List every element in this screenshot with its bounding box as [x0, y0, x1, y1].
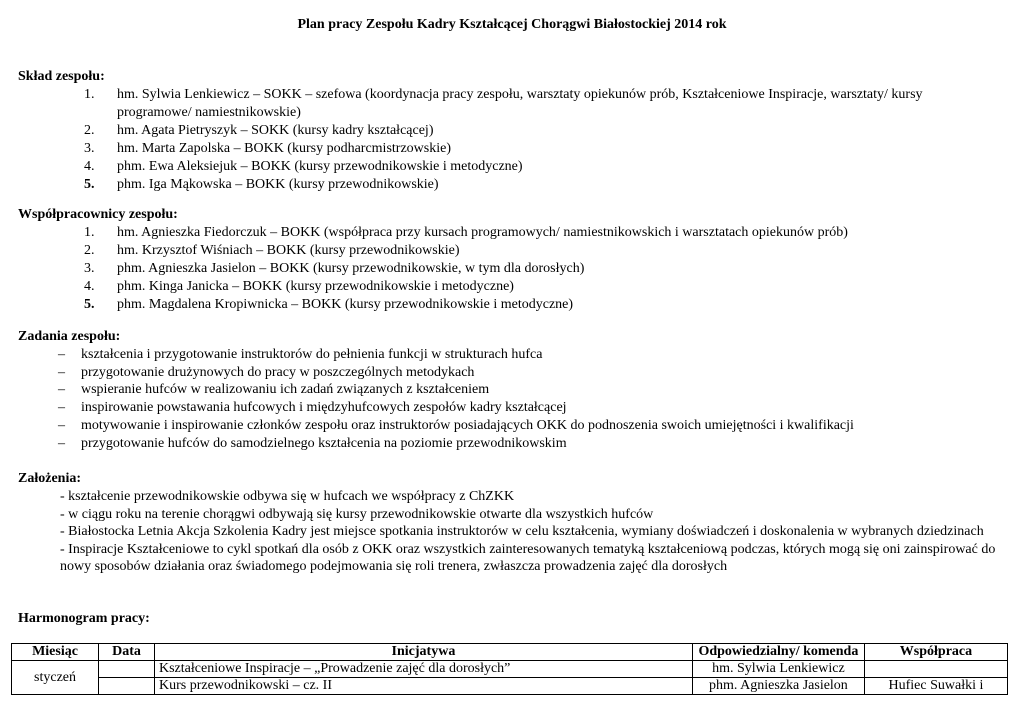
schedule-table	[11, 643, 1008, 695]
collaborators-section	[18, 206, 1008, 314]
table-row	[12, 661, 1008, 678]
schedule-section	[18, 610, 1008, 628]
list-item: 3. phm. Agnieszka Jasielon – BOKK (kursy przewodnikowskie, w tym dla dorosłych)	[84, 261, 585, 276]
team-tasks-heading: Zadania zespołu:	[18, 329, 121, 344]
date-cell	[99, 678, 155, 695]
list-item: – przygotowanie drużynowych do pracy w poszczególnych metodykach	[58, 364, 475, 380]
month-cell: styczeń	[12, 661, 99, 695]
list-item: 5. phm. Magdalena Kropiwnicka – BOKK (kursy przewodnikowskie i metodyczne)	[84, 297, 574, 312]
team-tasks-section	[18, 328, 1008, 452]
list-item: – motywowanie i inspirowanie członków zespołu oraz instruktorów posiadających OKK do podnoszenia swoich umiejętności i kwalifikacji	[58, 417, 854, 433]
date-cell	[99, 661, 155, 678]
initiative-cell: Kształceniowe Inspiracje – „Prowadzenie zajęć dla dorosłych”	[155, 661, 693, 678]
team-members-list	[18, 86, 1008, 194]
list-item: 2. hm. Agata Pietryszyk – SOKK (kursy kadry kształcącej)	[84, 123, 434, 138]
schedule-heading: Harmonogram pracy:	[18, 611, 150, 626]
list-item: – kształcenia i przygotowanie instruktorów do pełnienia funkcji w strukturach hufca	[58, 347, 543, 362]
responsible-cell: hm. Sylwia Lenkiewicz	[692, 661, 864, 678]
list-item: 4. phm. Ewa Aleksiejuk – BOKK (kursy przewodnikowskie i metodyczne)	[84, 159, 523, 174]
list-item: 2. hm. Krzysztof Wiśniach – BOKK (kursy przewodnikowskie)	[84, 243, 460, 258]
list-item: – przygotowanie hufców do samodzielnego kształcenia na poziomie przewodnikowskim	[58, 435, 567, 451]
list-item: – inspirowanie powstawania hufcowych i międzyhufcowych zespołów kadry kształcącej	[58, 400, 567, 416]
list-item: 3. hm. Marta Zapolska – BOKK (kursy podharcmistrzowskie)	[84, 141, 451, 156]
table-row	[12, 678, 1008, 695]
team-tasks-list	[18, 346, 1008, 452]
list-item: - Białostocka Letnia Akcja Szkolenia Kadry jest miejsce spotkania instruktorów w celu kształcenia, wymiany doświadczeń i doskonalenia w wybranych dziedzinach	[60, 524, 984, 539]
column-header-cooperation: Współpraca	[864, 644, 1007, 661]
cooperation-cell	[864, 661, 1007, 678]
responsible-cell: phm. Agnieszka Jasielon	[692, 678, 864, 695]
column-header-responsible: Odpowiedzialny/ komenda	[692, 644, 864, 661]
initiative-cell: Kurs przewodnikowski – cz. II	[155, 678, 693, 695]
cooperation-cell: Hufiec Suwałki i	[864, 678, 1007, 695]
list-item: 4. phm. Kinga Janicka – BOKK (kursy przewodnikowskie i metodyczne)	[84, 279, 514, 294]
collaborators-heading: Współpracownicy zespołu:	[18, 207, 178, 222]
column-header-date: Data	[99, 644, 155, 661]
list-item: - Inspiracje Kształceniowe to cykl spotkań dla osób z OKK oraz wszystkich zainteresowanych tematyką kształceniową podczas, których mogą się oni zainspirować do nowy sposobów działania oraz świadomego podejmowania się roli trenera, zwłaszcza prowadzenia zajęć dla dorosłych	[60, 541, 996, 574]
list-item: – wspieranie hufców w realizowaniu ich zadań związanych z kształceniem	[58, 382, 490, 398]
assumptions-heading: Założenia:	[18, 471, 81, 486]
column-header-initiative: Inicjatywa	[155, 644, 693, 661]
list-item: 5. phm. Iga Mąkowska – BOKK (kursy przewodnikowskie)	[84, 177, 439, 192]
list-item: - w ciągu roku na terenie chorągwi odbywają się kursy przewodnikowskie otwarte dla wszystkich hufców	[60, 506, 654, 522]
assumptions-section	[18, 470, 1008, 576]
team-composition-section	[18, 68, 1008, 194]
list-item: 1. hm. Agnieszka Fiedorczuk – BOKK (współpraca przy kursach programowych/ namiestnikowskich i warsztatach opiekunów prób)	[84, 225, 848, 240]
table-header-row	[12, 644, 1008, 661]
column-header-month: Miesiąc	[12, 644, 99, 661]
list-item: - kształcenie przewodnikowskie odbywa się w hufcach we współpracy z ChZKK	[60, 489, 515, 504]
team-composition-heading: Skład zespołu:	[18, 69, 105, 84]
list-item: 1. hm. Sylwia Lenkiewicz – SOKK – szefowa (koordynacja pracy zespołu, warsztaty opiekunów prób, Kształceniowe Inspiracje, warsztaty/ kursy programowe/ namiestnikowskie)	[84, 87, 923, 120]
assumptions-list	[18, 488, 1008, 576]
collaborators-list	[18, 224, 1008, 314]
document-title: Plan pracy Zespołu Kadry Kształcącej Chorągwi Białostockiej 2014 rok	[297, 17, 727, 32]
